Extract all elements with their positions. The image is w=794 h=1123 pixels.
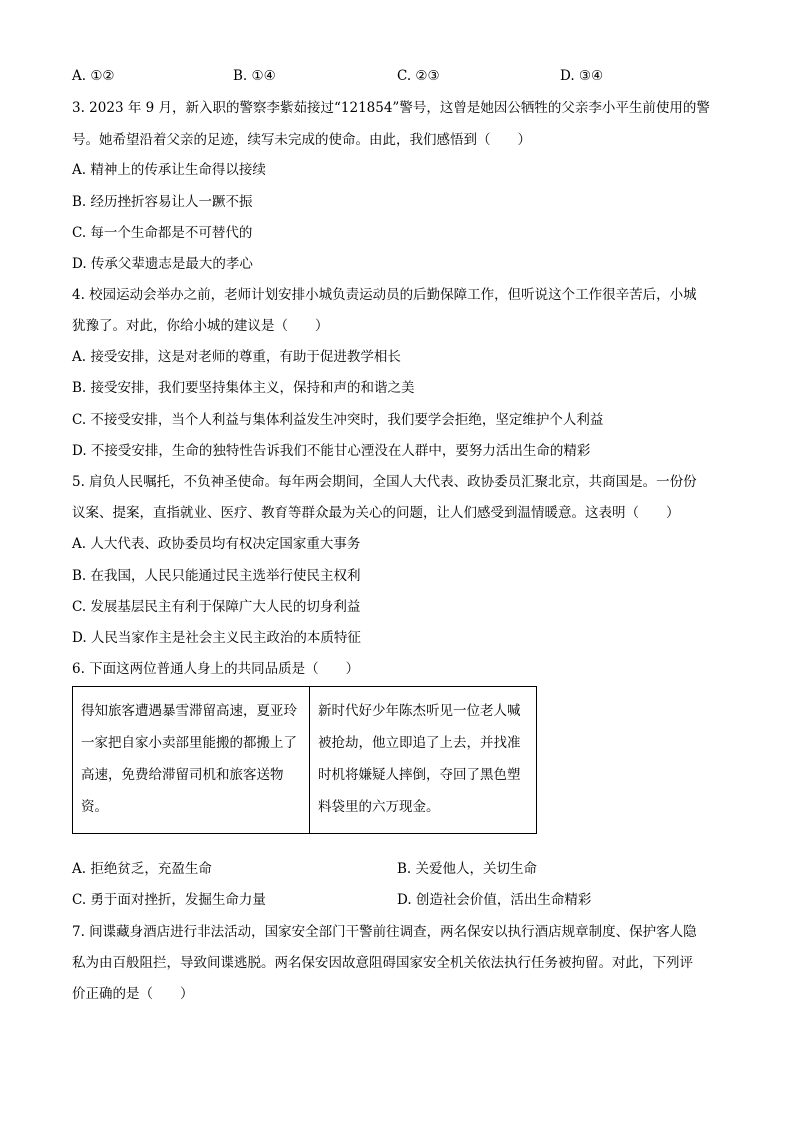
- q7-stem-line-3: 价正确的是（ ）: [72, 986, 194, 1002]
- q7-stem-line-2: 私为由百般阻拦，导致间谍逃脱。两名保安因故意阻碍国家安全机关依法执行任务被拘留。对此，下列评: [72, 955, 693, 971]
- q2-option-b: B. ①④: [233, 68, 276, 84]
- q6-material-table: [72, 686, 537, 834]
- q6-material-right: 新时代好少年陈杰听见一位老人喊被抢劫，他立即追了上去，并找准时机将嫌疑人摔倒，夺回了黑色塑料袋里的六万现金。: [310, 687, 537, 834]
- q4-stem-line-1: 4. 校园运动会举办之前，老师计划安排小城负责运动员的后勤保障工作，但听说这个工作很辛苦后，小城: [72, 287, 697, 303]
- q4-option-d: D. 不接受安排，生命的独特性告诉我们不能甘心湮没在人群中，要努力活出生命的精彩: [72, 443, 591, 459]
- q5-option-b: B. 在我国，人民只能通过民主选举行使民主权利: [72, 568, 361, 584]
- q5-stem-line-2: 议案、提案，直指就业、医疗、教育等群众最为关心的问题，让人们感受到温情暖意。这表明（ ）: [72, 505, 680, 521]
- q6-material-left: 得知旅客遭遇暴雪滞留高速，夏亚玲一家把自家小卖部里能搬的都搬上了高速，免费给滞留司机和旅客送物资。: [73, 687, 310, 834]
- q2-option-a: A. ①②: [72, 68, 115, 84]
- q6-option-d: D. 创造社会价值，活出生命精彩: [397, 892, 592, 908]
- q4-stem-line-2: 犹豫了。对此，你给小城的建议是（ ）: [72, 318, 329, 334]
- q7-stem-line-1: 7. 间谍藏身酒店进行非法活动，国家安全部门干警前往调查，两名保安以执行酒店规章制度、保护客人隐: [72, 924, 697, 940]
- q3-stem-line-1: 3. 2023 年 9 月，新入职的警察李紫茹接过“121854”警号，这曾是她因公牺牲的父亲李小平生前使用的警: [72, 100, 710, 116]
- q6-stem: 6. 下面这两位普通人身上的共同品质是（ ）: [72, 661, 360, 677]
- q2-option-d: D. ③④: [560, 68, 604, 84]
- q3-stem-line-2: 号。她希望沿着父亲的足迹，续写未完成的使命。由此，我们感悟到（ ）: [72, 132, 531, 148]
- q6-option-b: B. 关爱他人，关切生命: [397, 861, 538, 877]
- q5-option-d: D. 人民当家作主是社会主义民主政治的本质特征: [72, 630, 361, 646]
- q4-option-b: B. 接受安排，我们要坚持集体主义，保持和声的和谐之美: [72, 380, 415, 396]
- q2-option-c: C. ②③: [397, 68, 440, 84]
- q6-option-a: A. 拒绝贫乏，充盈生命: [72, 861, 212, 877]
- q5-option-c: C. 发展基层民主有利于保障广大人民的切身利益: [72, 599, 361, 615]
- q3-option-d: D. 传承父辈遗志是最大的孝心: [72, 256, 253, 272]
- q3-option-a: A. 精神上的传承让生命得以接续: [72, 162, 266, 178]
- q4-option-c: C. 不接受安排，当个人利益与集体利益发生冲突时，我们要学会拒绝，坚定维护个人利益: [72, 412, 604, 428]
- q4-option-a: A. 接受安排，这是对老师的尊重，有助于促进教学相长: [72, 349, 401, 365]
- q6-option-c: C. 勇于面对挫折，发掘生命力量: [72, 892, 266, 908]
- q3-option-b: B. 经历挫折容易让人一蹶不振: [72, 194, 253, 210]
- q5-stem-line-1: 5. 肩负人民嘱托，不负神圣使命。每年两会期间，全国人大代表、政协委员汇聚北京，共商国是。一份份: [72, 474, 697, 490]
- q3-option-c: C. 每一个生命都是不可替代的: [72, 225, 253, 241]
- q5-option-a: A. 人大代表、政协委员均有权决定国家重大事务: [72, 536, 361, 552]
